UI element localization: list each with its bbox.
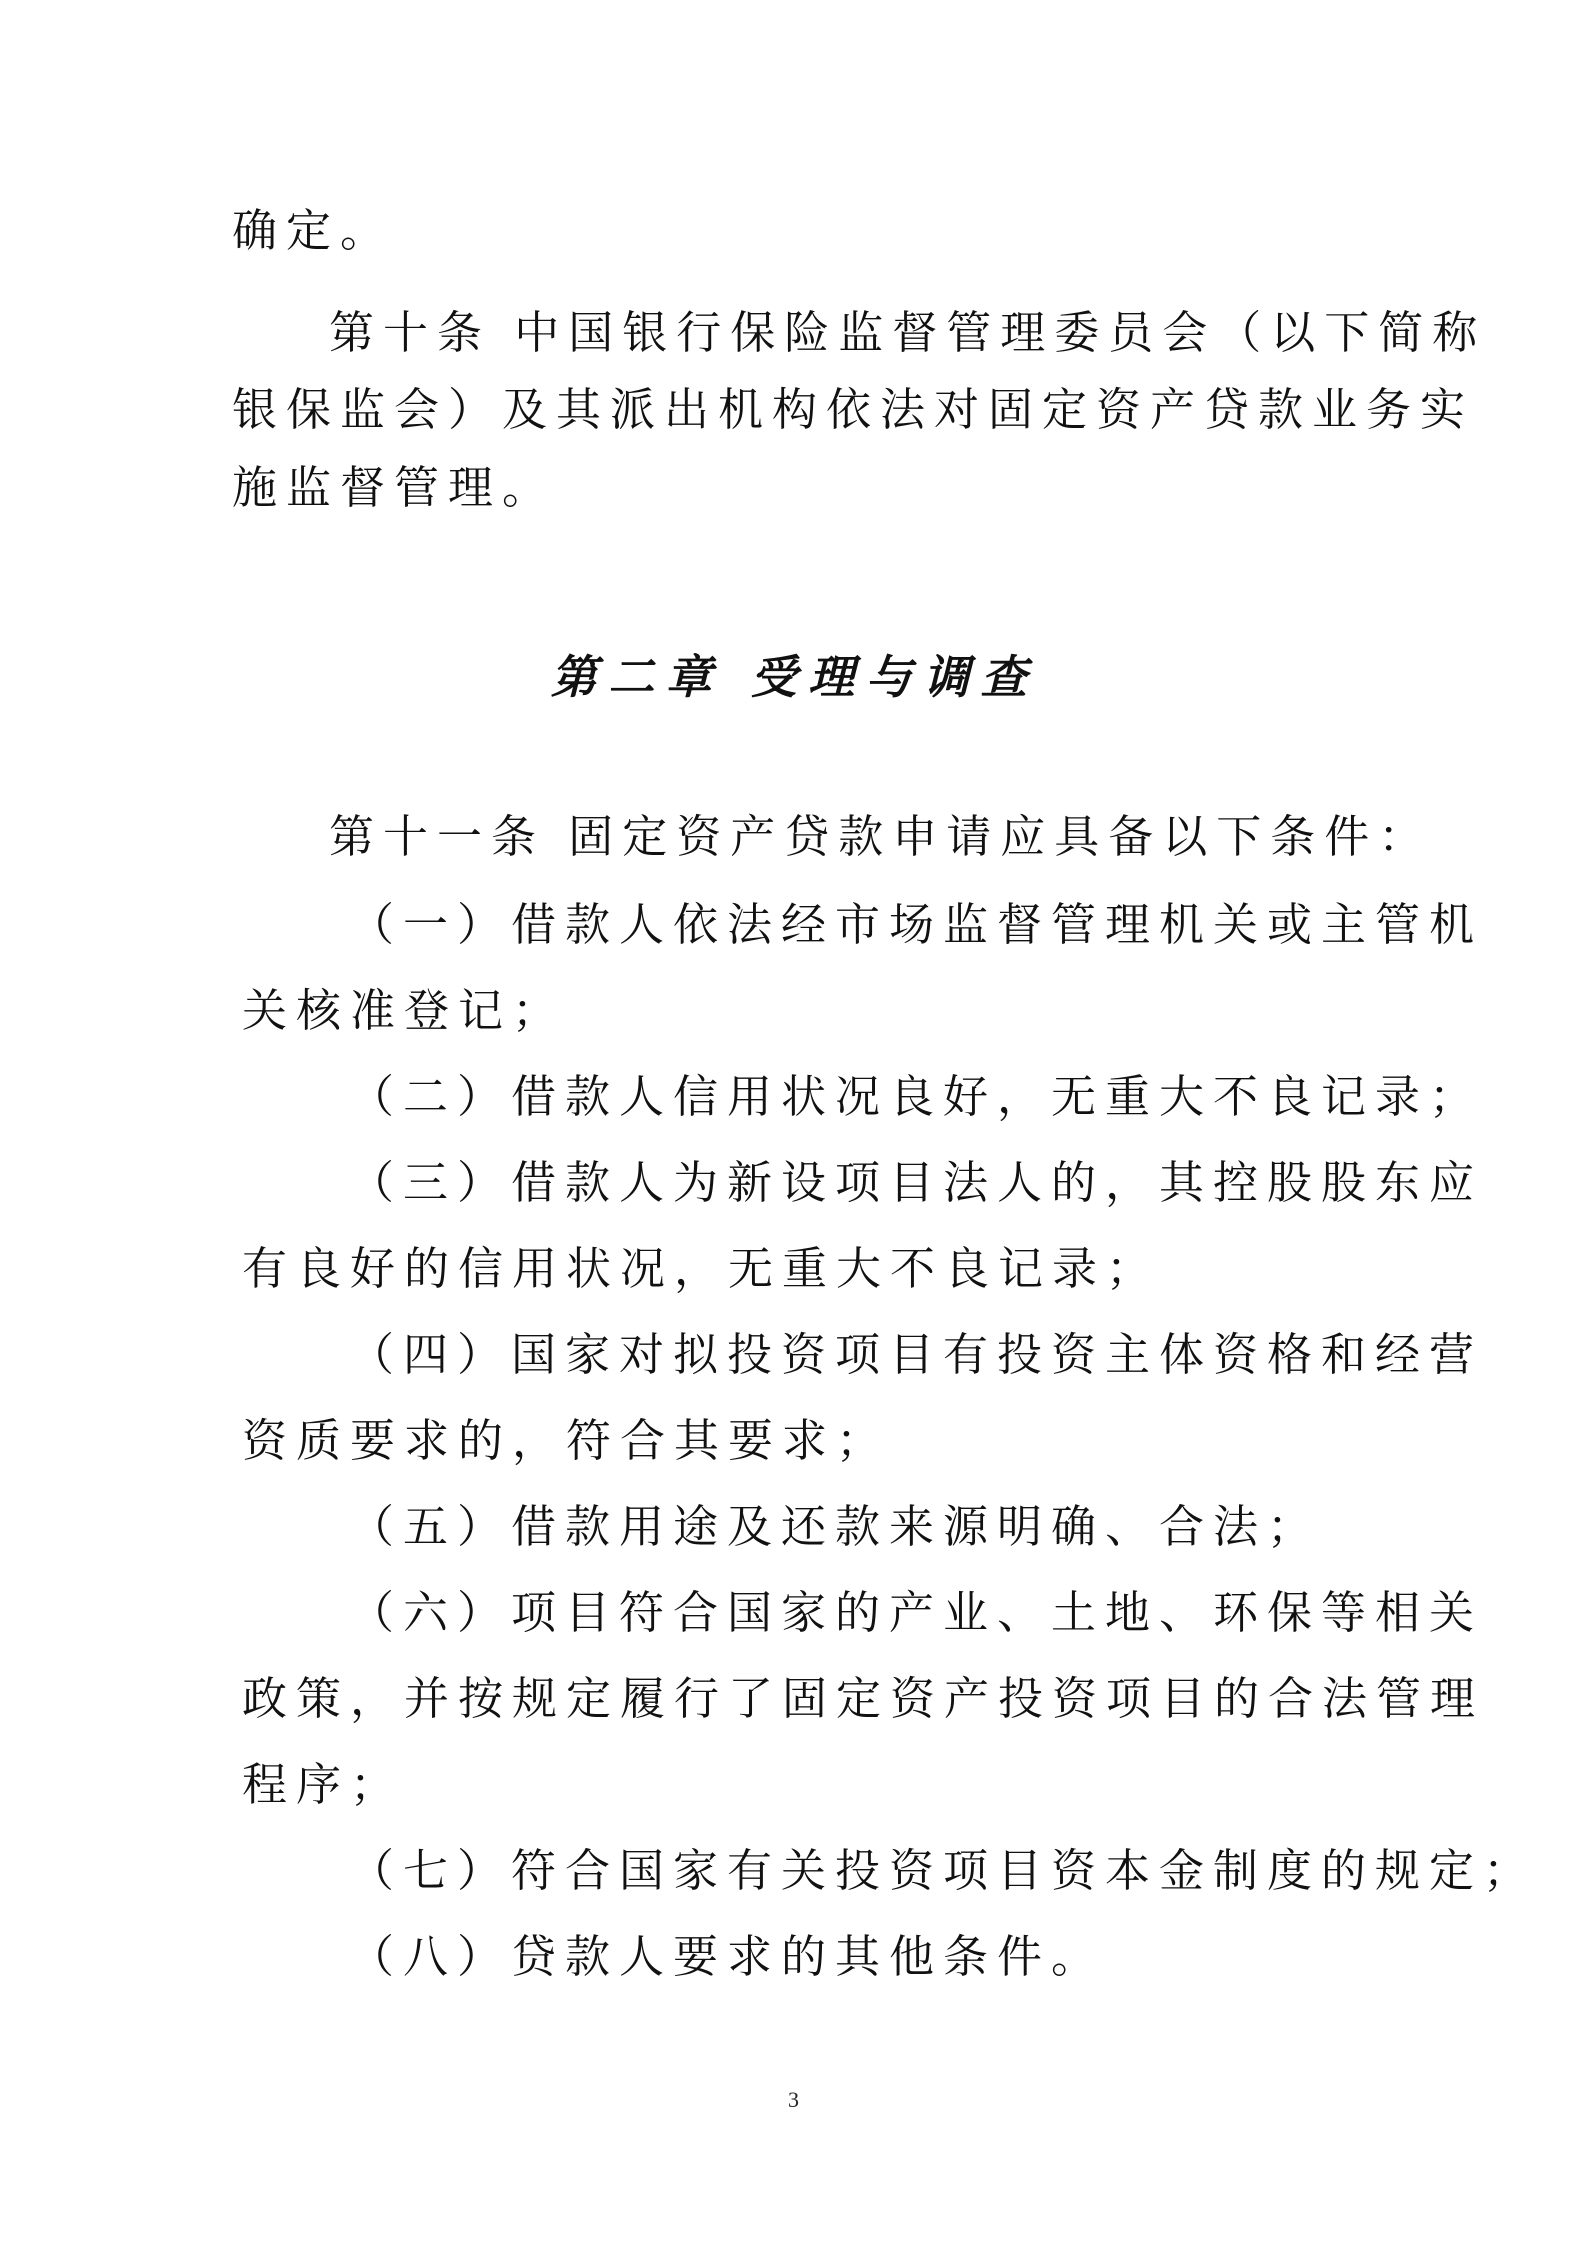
list-item-6-line: （六）项目符合国家的产业、土地、环保等相关 <box>349 1586 1484 1639</box>
list-item-2-line: （二）借款人信用状况良好，无重大不良记录； <box>349 1070 1484 1123</box>
list-item-1-line: （一）借款人依法经市场监督管理机关或主管机 <box>349 898 1484 951</box>
article-10-line: 第十条 中国银行保险监督管理委员会（以下简称 <box>329 306 1487 359</box>
paragraph-line: 资质要求的，符合其要求； <box>242 1414 891 1467</box>
chapter-heading: 第二章 受理与调查 <box>550 650 1039 704</box>
article-11-line: 第十一条 固定资产贷款申请应具备以下条件： <box>329 810 1433 863</box>
paragraph-line: 关核准登记； <box>242 984 567 1037</box>
list-item-8-line: （八）贷款人要求的其他条件。 <box>349 1930 1106 1983</box>
paragraph-line: 有良好的信用状况，无重大不良记录； <box>242 1242 1161 1295</box>
paragraph-line: 施监督管理。 <box>232 461 557 514</box>
page-number: 3 <box>788 2087 799 2112</box>
list-item-5-line: （五）借款用途及还款来源明确、合法； <box>349 1500 1322 1553</box>
list-item-3-line: （三）借款人为新设项目法人的，其控股股东应 <box>349 1156 1484 1209</box>
list-item-7-line: （七）符合国家有关投资项目资本金制度的规定； <box>349 1844 1538 1897</box>
list-item-4-line: （四）国家对拟投资项目有投资主体资格和经营 <box>349 1328 1484 1381</box>
paragraph-line: 确定。 <box>232 204 395 257</box>
paragraph-line: 银保监会）及其派出机构依法对固定资产贷款业务实 <box>232 383 1475 436</box>
paragraph-line: 政策，并按规定履行了固定资产投资项目的合法管理 <box>242 1672 1485 1725</box>
paragraph-line: 程序； <box>242 1758 405 1811</box>
